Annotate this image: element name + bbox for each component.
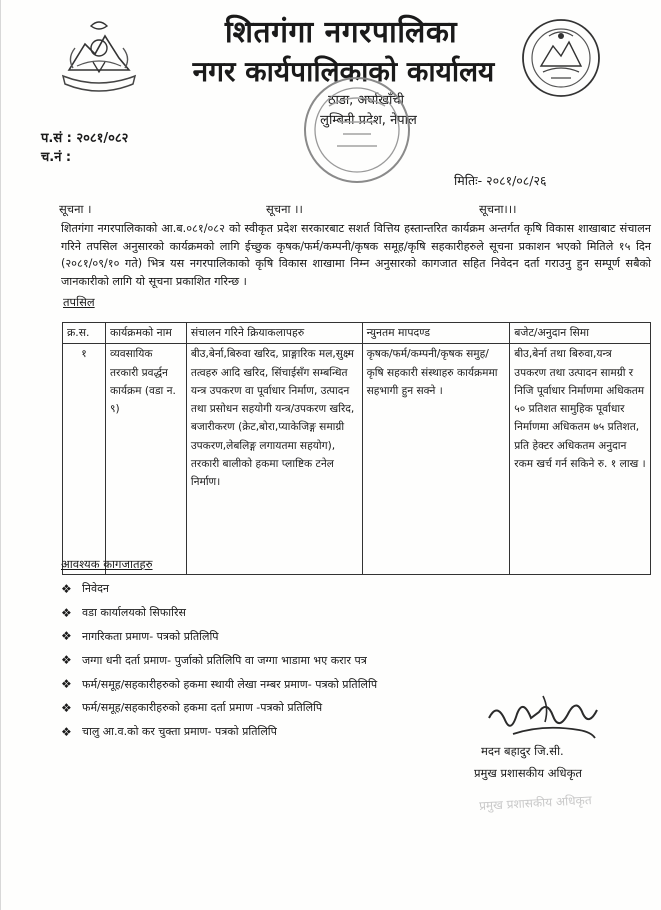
municipality-logo-icon bbox=[519, 16, 603, 100]
cell-budget: बीउ,बेर्ना तथा बिरुवा,यन्त्र उपकरण तथा उत्पादन सामग्री र निजि पूर्वाधार निर्माणमा अधिकतम ५० प्रतिशत सामुहिक पूर्वाधार निर्माणमा अधिकतम ७५ प्रतिशत, प्रति हेक्टर अधिकतम अनुदान रकम खर्च गर्न सकिने रु. १ लाख । bbox=[510, 344, 651, 575]
header-activities: संचालन गरिने क्रियाकलापहरु bbox=[186, 323, 362, 344]
municipality-name: शितगंगा नगरपालिका bbox=[224, 15, 458, 50]
notice-label-1: सूचना । bbox=[59, 202, 92, 216]
letter-number: प.सं : २०८१/०८२ bbox=[41, 131, 129, 146]
required-documents-label: आवश्यक कागजातहरु bbox=[61, 557, 153, 571]
office-name: नगर कार्यपालिकाको कार्यालय bbox=[192, 55, 495, 88]
header-budget: बजेट/अनुदान सिमा bbox=[510, 323, 651, 344]
cell-activities: बीउ,बेर्ना,बिरुवा खरिद, प्राङ्गारिक मल,सुक्ष्म तत्वहरु आदि खरिद, सिंचाईसँग सम्बन्धित यन्त्र उपकरण वा पूर्वाधार निर्माण, उत्पादन तथा प्रसोधन सहयोगी यन्त्र/उपकरण खरिद, बजारीकरण (क्रेट,बोरा,प्याकेजिङ्ग समाग्री उपकरण,लेबलिङ्ग लगायतमा सहयोग), तरकारी बालीको हकमा प्लाष्टिक टनेल निर्माण। bbox=[186, 344, 362, 575]
diamond-bullet-icon: ❖ bbox=[61, 653, 72, 668]
table-header-row bbox=[63, 323, 651, 344]
address-line-2: लुम्बिनी प्रदेश, नेपाल bbox=[320, 113, 417, 128]
notice-date: मितिः- २०८१/०८/२६ bbox=[454, 173, 547, 188]
schedule-label: तपसिल bbox=[63, 295, 95, 309]
diamond-bullet-icon: ❖ bbox=[61, 700, 72, 715]
schedule-table bbox=[62, 322, 651, 575]
list-item bbox=[61, 672, 481, 696]
notice-label-3: सूचना।।। bbox=[479, 202, 517, 216]
list-item bbox=[61, 601, 481, 625]
document-item: जग्गा धनी दर्ता प्रमाण- पुर्जाको प्रतिलिपि वा जग्गा भाडामा भए करार पत्र bbox=[82, 653, 367, 667]
document-item: फर्म/समूह/सहकारीहरुको हकमा दर्ता प्रमाण -पत्रको प्रतिलिपि bbox=[82, 701, 323, 715]
list-item bbox=[61, 696, 481, 720]
document-item: वडा कार्यालयको सिफारिस bbox=[82, 606, 186, 620]
faded-designation-stamp: प्रमुख प्रशासकीय अधिकृत bbox=[478, 793, 592, 813]
list-item bbox=[61, 625, 481, 649]
header-criteria: न्युनतम मापदण्ड bbox=[362, 323, 510, 344]
required-documents-list bbox=[61, 577, 481, 744]
nepal-emblem-icon bbox=[55, 18, 143, 98]
address-line-1: ठाडा, अर्घाखाँची bbox=[327, 93, 405, 108]
diamond-bullet-icon: ❖ bbox=[61, 677, 72, 692]
cell-program: व्यवसायिक तरकारी प्रवर्द्धन कार्यक्रम (वडा न. ९) bbox=[105, 344, 186, 575]
signatory-name: मदन बहादुर जि.सी. bbox=[481, 744, 564, 758]
dispatch-number: च.नं : bbox=[41, 150, 72, 165]
table-row bbox=[63, 344, 651, 575]
document-item: फर्म/समूह/सहकारीहरुको हकमा स्थायी लेखा नम्बर प्रमाण- पत्रको प्रतिलिपि bbox=[82, 677, 378, 691]
header-sn: क्र.स. bbox=[63, 323, 106, 344]
cell-criteria: कृषक/फर्म/कम्पनी/कृषक समुह/कृषि सहकारी संस्थाहरु कार्यक्रममा सहभागी हुन सक्ने । bbox=[362, 344, 510, 575]
diamond-bullet-icon: ❖ bbox=[61, 581, 72, 596]
header-program: कार्यक्रमको नाम bbox=[105, 323, 186, 344]
document-item: चालु आ.व.को कर चुक्ता प्रमाण- पत्रको प्रतिलिपि bbox=[82, 725, 277, 739]
list-item bbox=[61, 577, 481, 601]
document-item: निवेदन bbox=[82, 582, 110, 596]
cell-sn: १ bbox=[63, 344, 106, 575]
diamond-bullet-icon: ❖ bbox=[61, 629, 72, 644]
handwritten-signature bbox=[483, 688, 603, 750]
notice-body: शितगंगा नगरपालिकाको आ.ब.०८१/०८२ को स्वीकृत प्रदेश सरकारबाट सशर्त वित्तिय हस्तान्तरित कार्यक्रम अन्तर्गत कृषि विकास शाखाबाट संचालन गरिने तपसिल अनुसारको कार्यक्रमको लागि ईच्छुक कृषक/फर्म/कम्पनी/कृषक समूह/कृषि सहकारीहरुले सूचना प्रकाशन भएको मितिले १५ दिन (२०८१/०९/१० गते) भित्र यस नगरपालिकाको कृषि विकास शाखामा निम्न अनुसारको कागजात सहित निवेदन दर्ता गराउनु हुन सम्पूर्ण सबैको जानकारीको लागि यो सूचना प्रकाशित गरिन्छ । bbox=[61, 222, 651, 288]
signatory-designation: प्रमुख प्रशासकीय अधिकृत bbox=[474, 766, 582, 780]
diamond-bullet-icon: ❖ bbox=[61, 605, 72, 620]
office-seal-stamp bbox=[299, 72, 415, 188]
document-item: नागरिकता प्रमाण- पत्रको प्रतिलिपि bbox=[82, 629, 219, 643]
list-item bbox=[61, 648, 481, 672]
diamond-bullet-icon: ❖ bbox=[61, 724, 72, 739]
list-item bbox=[61, 720, 481, 744]
notice-label-2: सूचना ।। bbox=[266, 202, 303, 216]
